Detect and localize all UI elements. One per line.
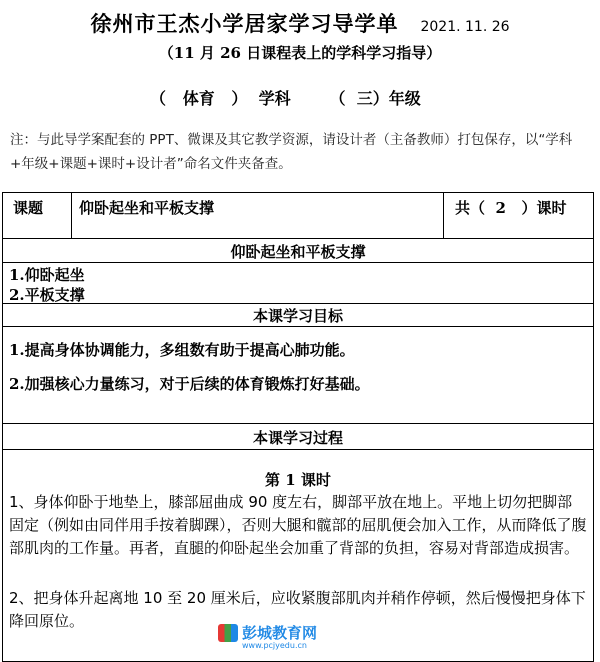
lesson-table <box>2 192 594 662</box>
title-text: 徐州市王杰小学居家学习导学单 <box>90 11 399 36</box>
item-1: 1.仰卧起坐 <box>9 266 85 284</box>
process-title: 本课学习过程 <box>252 429 343 447</box>
session-title: 第 1 课时 <box>265 471 331 489</box>
topic-label: 课题 <box>13 199 44 217</box>
topic-value: 仰卧起坐和平板支撑 <box>79 199 215 217</box>
row-divider <box>3 262 593 263</box>
watermark-text: 彭城教育网 <box>242 624 318 642</box>
goal-1: 1.提高身体协调能力，多组数有助于提高心肺功能。 <box>9 341 355 359</box>
col-divider <box>71 193 72 238</box>
section-title: 仰卧起坐和平板支撑 <box>230 243 366 261</box>
item-2: 2.平板支撑 <box>9 286 85 304</box>
goals-title: 本课学习目标 <box>252 307 343 325</box>
row-divider <box>3 326 593 327</box>
watermark-url: www.pcjyedu.cn <box>242 641 307 650</box>
step-2: 2、把身体升起离地 10 至 20 厘米后，应收紧腹部肌肉并稍作停顿，然后慢慢把身体下降回原位。 <box>9 589 586 630</box>
col-divider <box>443 193 444 238</box>
subtitle: （11 月 26 日课程表上的学科学习指导） <box>158 44 442 62</box>
subject-line: （ 体育 ） 学科 （ 三）年级 <box>150 89 421 108</box>
row-divider <box>3 449 593 450</box>
date: 2021. 11. 26 <box>420 19 510 35</box>
note: 注：与此导学案配套的 PPT、微课及其它教学资源，请设计者（主备教师）打包保存，以“学科+年级+课题+课时+设计者”命名文件夹备查。 <box>10 132 573 172</box>
step-1: 1、身体仰卧于地垫上，膝部屈曲成 90 度左右，脚部平放在地上。平地上切勿把脚部固定（例如由同伴用手按着脚踝），否则大腿和髋部的屈肌便会加入工作，从而降低了腹部肌肉的工作量。再者，直腿的仰卧起坐会加重了背部的负担，容易对背部造成损害。 <box>9 493 587 557</box>
goal-2: 2.加强核心力量练习，对于后续的体育锻炼打好基础。 <box>9 375 370 393</box>
row-divider <box>3 423 593 424</box>
page-title <box>0 8 600 38</box>
watermark <box>218 622 348 652</box>
hours: 共（ 2 ）课时 <box>455 199 567 217</box>
row-divider <box>3 303 593 304</box>
book-logo-icon <box>218 624 238 642</box>
row-divider <box>3 238 593 239</box>
